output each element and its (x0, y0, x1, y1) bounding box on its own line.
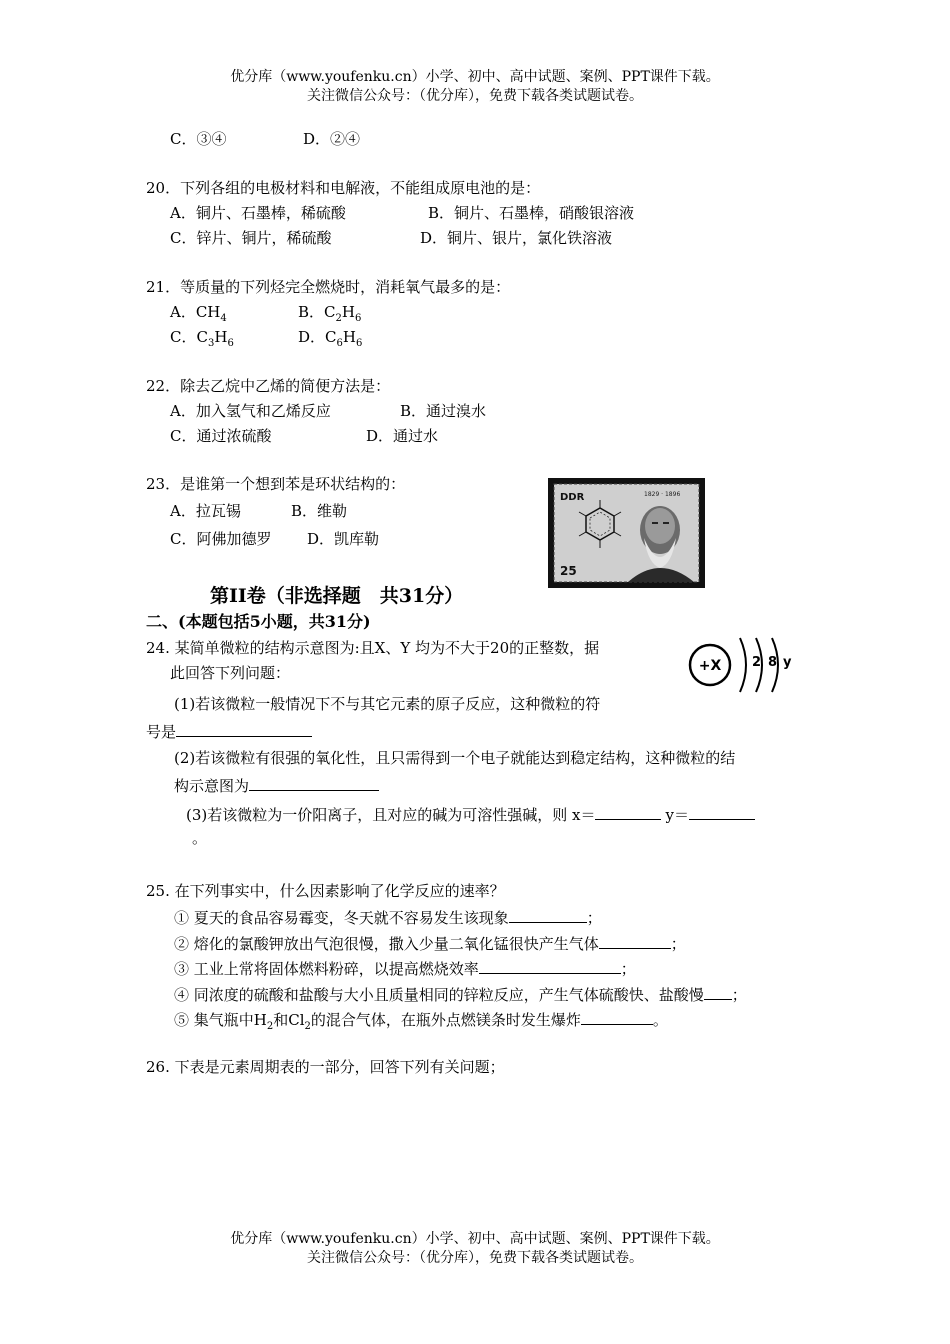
q25-answer-5-blank[interactable] (581, 1008, 653, 1025)
section-subtitle: 二、(本题包括5小题，共31分) (146, 612, 371, 631)
electron-shell-1 (740, 638, 746, 692)
q23-option-a: A．拉瓦锡 (170, 502, 241, 520)
q26-stem: 26. 下表是元素周期表的一部分，回答下列有关问题； (146, 1058, 505, 1076)
q23-option-c: C．阿佛加德罗 (170, 530, 272, 548)
header-line-1: 优分库（www.youfenku.cn）小学、初中、高中试题、案例、PPT课件下载。 (230, 69, 720, 85)
q21-option-b: B．$C_2H_6$ (298, 303, 362, 324)
q19-option-c: C．③④ (170, 130, 227, 148)
q24-part2-line2: 构示意图为 (174, 774, 379, 796)
atom-structure-diagram (688, 632, 796, 698)
q25-answer-2-blank[interactable] (599, 932, 671, 949)
q22-stem: 22．除去乙烷中乙烯的简便方法是： (146, 377, 391, 395)
footer-line-2: 关注微信公众号：（优分库），免费下载各类试题试卷。 (307, 1250, 643, 1266)
shell-2-count: 8 (768, 655, 778, 670)
q21-option-d: D．$C_6H_6$ (298, 328, 363, 349)
q24-stem-cont: 此回答下列问题： (170, 664, 291, 682)
q23-option-b: B．维勒 (291, 502, 348, 520)
q20-option-a: A．铜片、石墨棒，稀硫酸 (170, 204, 346, 222)
q23-option-d: D．凯库勒 (307, 530, 380, 548)
q24-part3-line1: (3)若该微粒为一价阳离子，且对应的碱为可溶性强碱，则 x＝ y＝ (186, 803, 755, 825)
q24-part1-line1: (1)若该微粒一般情况下不与其它元素的原子反应，这种微粒的符 (174, 695, 601, 713)
q22-option-d: D．通过水 (366, 427, 439, 445)
q25-stem: 25. 在下列事实中，什么因素影响了化学反应的速率？ (146, 882, 505, 900)
nucleus-label: +X (698, 658, 722, 674)
q22-option-a: A．加入氢气和乙烯反应 (170, 402, 331, 420)
q24-part3-end: 。 (192, 829, 208, 847)
q25-answer-1-blank[interactable] (509, 906, 587, 923)
q21-option-c: C．$C_3H_6$ (170, 328, 234, 349)
stamp-country: DDR (560, 492, 585, 503)
shell-1-count: 2 (752, 655, 762, 670)
header-line-2: 关注微信公众号：（优分库），免费下载各类试题试卷。 (307, 88, 643, 104)
stamp-value: 25 (560, 564, 577, 578)
footer-line-1: 优分库（www.youfenku.cn）小学、初中、高中试题、案例、PPT课件下载。 (230, 1231, 720, 1247)
q20-option-b: B．铜片、石墨棒，硝酸银溶液 (428, 204, 635, 222)
q19-option-d: D．②④ (303, 130, 361, 148)
q20-option-c: C．锌片、铜片，稀硫酸 (170, 229, 332, 247)
shell-3-count: y (783, 655, 792, 670)
q25-item-2: ② 熔化的氯酸钾放出气泡很慢，撒入少量二氧化锰很快产生气体 ； (174, 932, 686, 954)
q22-option-b: B．通过溴水 (400, 402, 487, 420)
q23-stem: 23．是谁第一个想到苯是环状结构的： (146, 475, 406, 493)
q20-option-d: D．铜片、银片，氯化铁溶液 (420, 229, 613, 247)
q24-stem: 24. 某简单微粒的结构示意图为:且X、Y 均为不大于20的正整数，据 (146, 639, 600, 657)
q24-part2-line1: (2)若该微粒有很强的氧化性，且只需得到一个电子就能达到稳定结构，这种微粒的结 (174, 749, 736, 767)
kekule-stamp-image (548, 478, 705, 588)
q24-part1-line2: 号是 (146, 720, 312, 742)
q24-answer-2-blank[interactable] (249, 774, 379, 791)
q25-item-3: ③ 工业上常将固体燃料粉碎，以提高燃烧效率 ； (174, 957, 636, 979)
q25-answer-4-blank[interactable] (704, 983, 732, 1000)
q25-item-5: ⑤ 集气瓶中$H_2$和$Cl_2$的混合气体，在瓶外点燃镁条时发生爆炸 。 (174, 1008, 668, 1037)
q25-answer-3-blank[interactable] (479, 957, 621, 974)
q25-item-1: ① 夏天的食品容易霉变，冬天就不容易发生该现象 ； (174, 906, 602, 928)
q21-option-a: A．$CH_4$ (170, 303, 227, 324)
q24-answer-x-blank[interactable] (595, 803, 661, 820)
q25-item-4: ④ 同浓度的硫酸和盐酸与大小且质量相同的锌粒反应，产生气体硫酸快、盐酸慢 ； (174, 983, 747, 1005)
q24-answer-y-blank[interactable] (689, 803, 755, 820)
q22-option-c: C．通过浓硫酸 (170, 427, 272, 445)
q20-stem: 20．下列各组的电极材料和电解液，不能组成原电池的是： (146, 179, 541, 197)
q21-stem: 21．等质量的下列烃完全燃烧时，消耗氧气最多的是： (146, 278, 511, 296)
section-title: 第II卷（非选择题 共31分） (210, 585, 464, 607)
q24-answer-1-blank[interactable] (176, 720, 312, 737)
stamp-years: 1829 · 1896 (644, 491, 681, 498)
